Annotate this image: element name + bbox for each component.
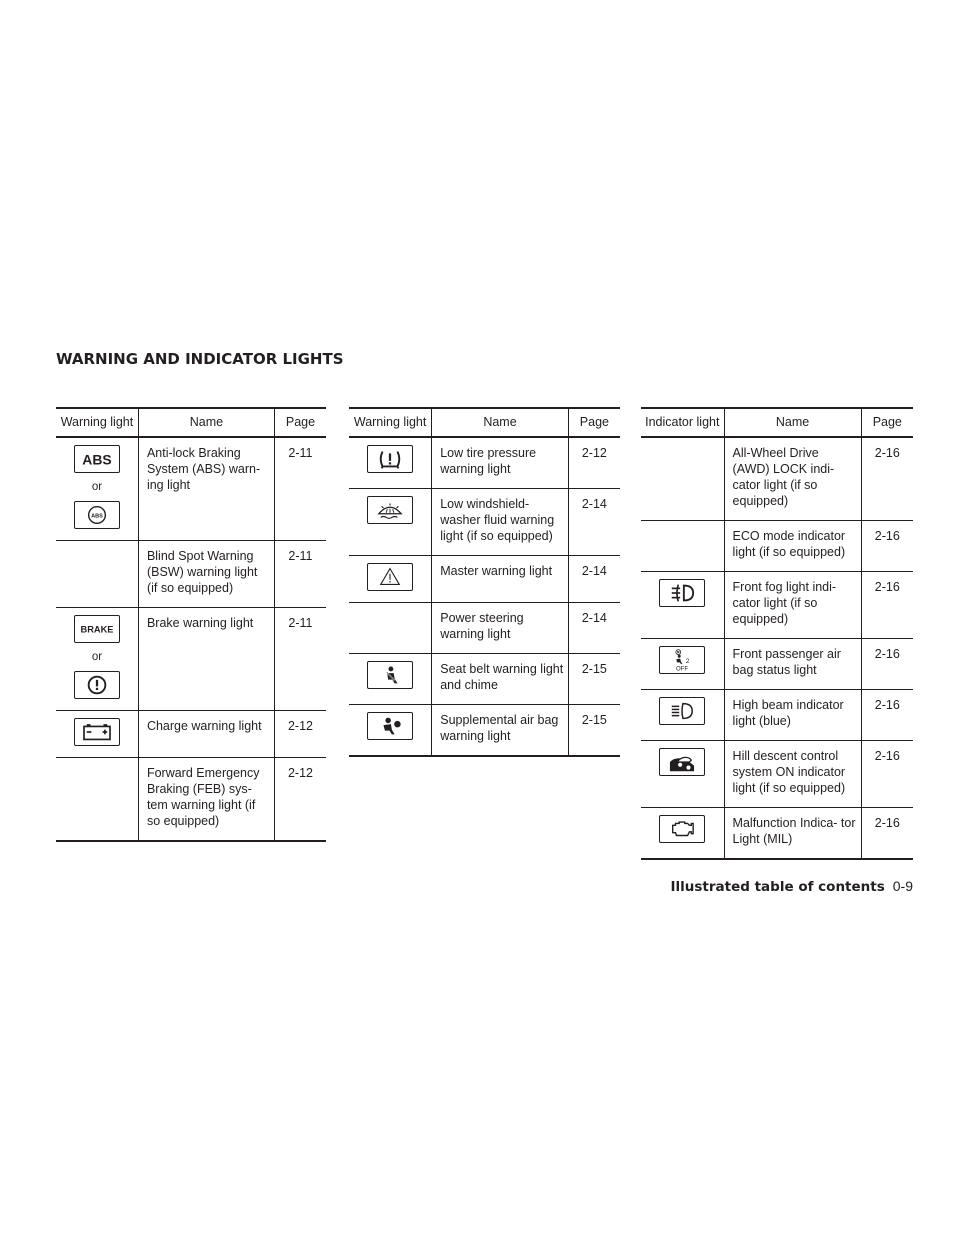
- washer-fluid-icon: [367, 496, 413, 524]
- master-warning-icon: [367, 563, 413, 591]
- header-name: Name: [432, 408, 569, 437]
- table-header-row: [56, 408, 326, 437]
- table-header-row: [641, 408, 913, 437]
- light-name: Front passenger air bag status light: [724, 639, 861, 690]
- or-label: or: [91, 651, 103, 663]
- light-page: 2-11: [274, 608, 326, 711]
- light-name: Brake warning light: [138, 608, 274, 711]
- table-row: [641, 521, 913, 572]
- or-label: or: [91, 481, 103, 493]
- high-beam-icon: [659, 697, 705, 725]
- abs-icon-text: ABS: [82, 451, 112, 468]
- abs-circle-text: ABS: [91, 513, 103, 520]
- hill-descent-icon: [659, 748, 705, 776]
- header-page: Page: [274, 408, 326, 437]
- airbag-off-text: OFF: [676, 666, 689, 673]
- light-page: 2-11: [274, 541, 326, 608]
- table-row: [56, 758, 326, 842]
- brake-icon-text: BRAKE: [80, 624, 114, 635]
- light-name: Blind Spot Warning (BSW) warning light (if so equipped): [138, 541, 274, 608]
- battery-icon: [74, 718, 120, 746]
- light-page: 2-16: [861, 690, 913, 741]
- table-row: [56, 608, 326, 711]
- table-row: [641, 690, 913, 741]
- light-name: Front fog light indi- cator light (if so equipped): [724, 572, 861, 639]
- light-name: All-Wheel Drive (AWD) LOCK indi- cator light (if so equipped): [724, 437, 861, 521]
- light-name: Supplemental air bag warning light: [432, 705, 569, 757]
- light-page: 2-12: [274, 711, 326, 758]
- light-name: High beam indicator light (blue): [724, 690, 861, 741]
- abs-icon: [74, 445, 120, 473]
- header-page: Page: [568, 408, 620, 437]
- table-row: [349, 489, 620, 556]
- seat-belt-icon: [367, 661, 413, 689]
- tire-pressure-icon: [367, 445, 413, 473]
- light-name: Anti-lock Braking System (ABS) warn- ing light: [138, 437, 274, 541]
- light-page: 2-16: [861, 808, 913, 860]
- table-row: [349, 654, 620, 705]
- passenger-airbag-off-icon: [659, 646, 705, 674]
- light-name: Power steering warning light: [432, 603, 569, 654]
- table-row: [56, 711, 326, 758]
- light-name: ECO mode indicator light (if so equipped): [724, 521, 861, 572]
- header-warning-light: Warning light: [56, 408, 138, 437]
- light-page: 2-11: [274, 437, 326, 541]
- light-name: Forward Emergency Braking (FEB) sys- tem warning light (if so equipped): [138, 758, 274, 842]
- light-name: Master warning light: [432, 556, 569, 603]
- engine-malfunction-icon: [659, 815, 705, 843]
- brake-circle-icon: [74, 671, 120, 699]
- header-page: Page: [861, 408, 913, 437]
- footer-page-number: 0-9: [892, 878, 913, 894]
- footer-title: Illustrated table of contents: [670, 879, 885, 895]
- table-row: [349, 556, 620, 603]
- table-row: [641, 741, 913, 808]
- airbag-seat-digit: 2: [685, 657, 690, 665]
- indicator-lights-table-right: [641, 407, 913, 860]
- light-page: 2-12: [568, 437, 620, 489]
- light-page: 2-15: [568, 654, 620, 705]
- table-row: [349, 437, 620, 489]
- light-page: 2-12: [274, 758, 326, 842]
- warning-lights-table-middle: [349, 407, 620, 757]
- header-warning-light: Warning light: [349, 408, 432, 437]
- header-name: Name: [138, 408, 274, 437]
- light-page: 2-14: [568, 556, 620, 603]
- light-name: Charge warning light: [138, 711, 274, 758]
- page-footer: [670, 878, 913, 895]
- light-page: 2-16: [861, 521, 913, 572]
- header-indicator-light: Indicator light: [641, 408, 724, 437]
- warning-lights-table-left: [56, 407, 326, 842]
- brake-icon: [74, 615, 120, 643]
- table-row: [641, 437, 913, 521]
- light-page: 2-15: [568, 705, 620, 757]
- table-row: [56, 437, 326, 541]
- light-name: Seat belt warning light and chime: [432, 654, 569, 705]
- light-page: 2-16: [861, 741, 913, 808]
- table-row: [56, 541, 326, 608]
- abs-circle-icon: [74, 501, 120, 529]
- light-page: 2-14: [568, 603, 620, 654]
- airbag-icon: [367, 712, 413, 740]
- section-title: WARNING AND INDICATOR LIGHTS: [56, 350, 344, 368]
- table-row: [349, 603, 620, 654]
- light-page: 2-16: [861, 572, 913, 639]
- table-header-row: [349, 408, 620, 437]
- light-name: Low windshield- washer fluid warning light (if so equipped): [432, 489, 569, 556]
- table-row: [641, 808, 913, 860]
- light-page: 2-14: [568, 489, 620, 556]
- table-row: [641, 639, 913, 690]
- light-page: 2-16: [861, 639, 913, 690]
- light-name: Low tire pressure warning light: [432, 437, 569, 489]
- table-row: [641, 572, 913, 639]
- light-page: 2-16: [861, 437, 913, 521]
- table-row: [349, 705, 620, 757]
- front-fog-icon: [659, 579, 705, 607]
- header-name: Name: [724, 408, 861, 437]
- light-name: Hill descent control system ON indicator light (if so equipped): [724, 741, 861, 808]
- light-name: Malfunction Indica- tor Light (MIL): [724, 808, 861, 860]
